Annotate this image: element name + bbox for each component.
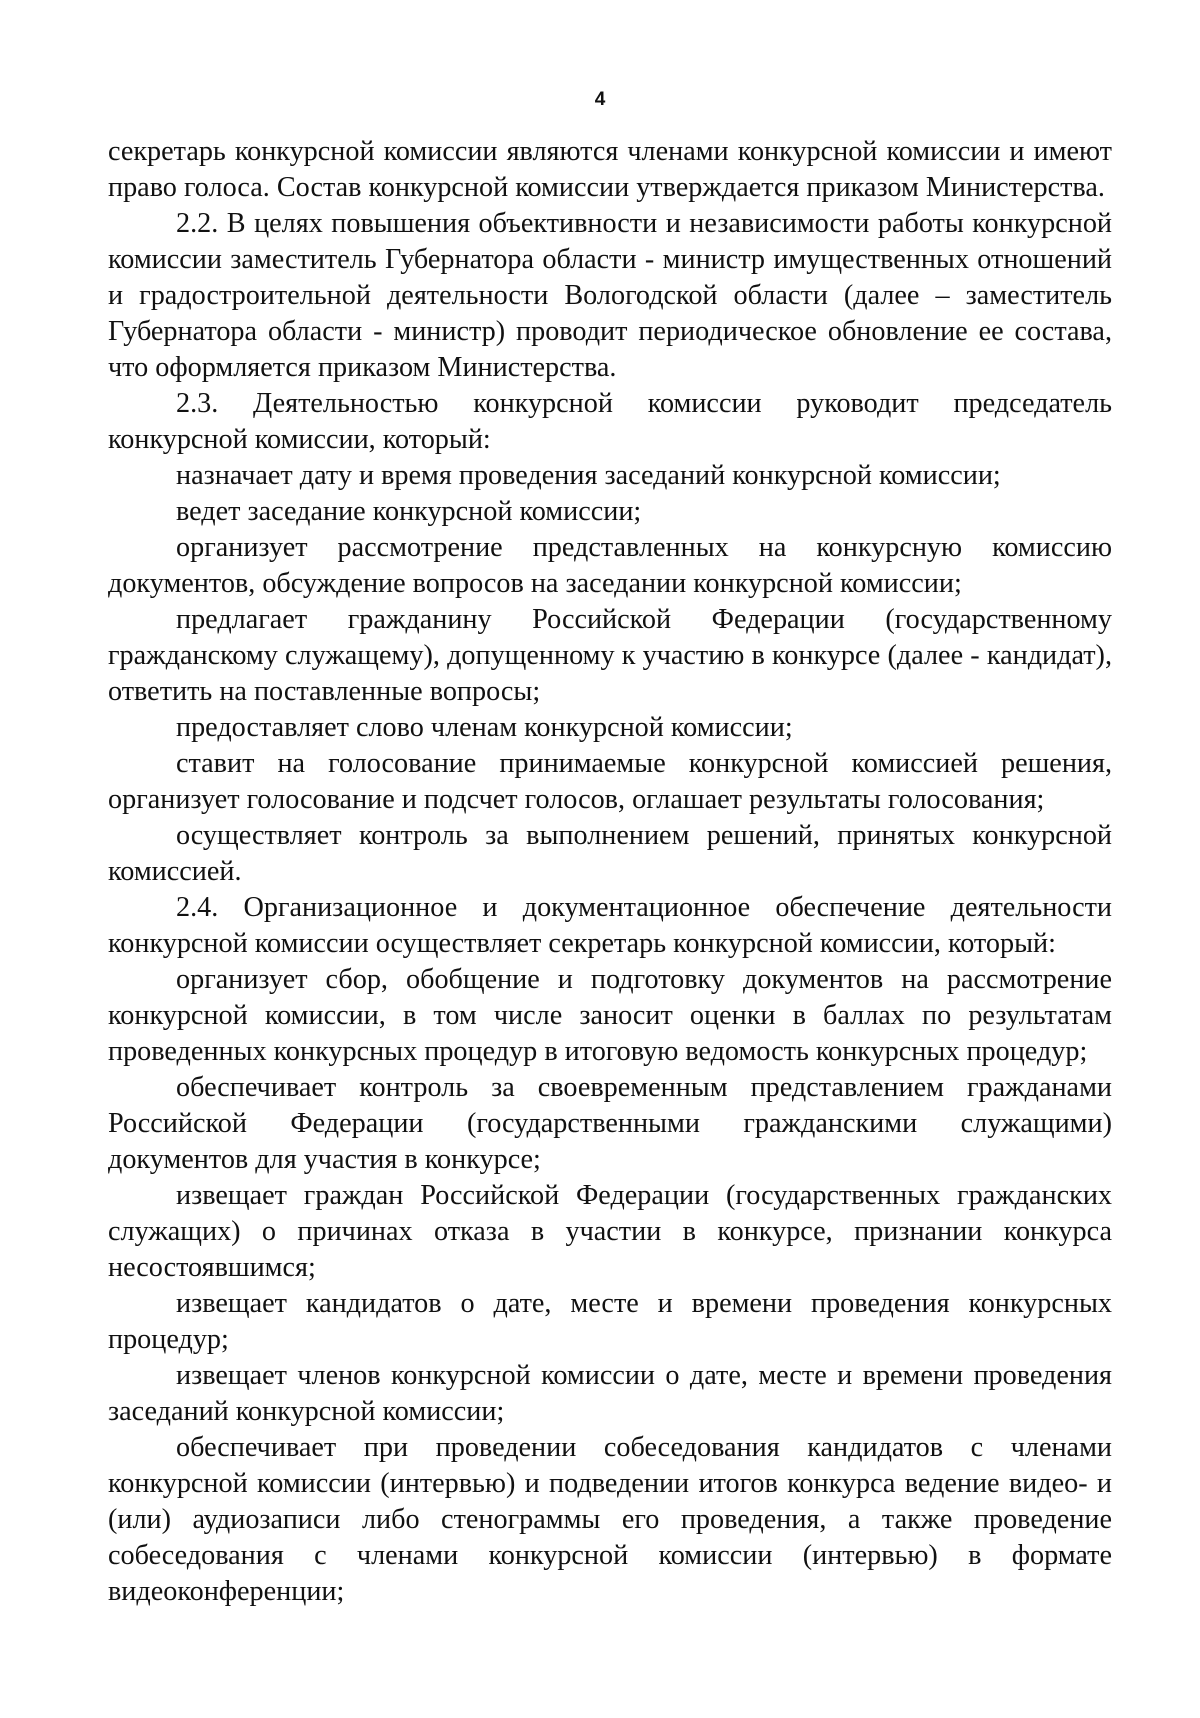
paragraph-2-4: 2.4. Организационное и документационное обеспечение деятельности конкурсной комиссии осуществляет секретарь конкурсной комиссии, который: bbox=[108, 892, 1112, 959]
secretary-duty-item: обеспечивает при проведении собеседования кандидатов с членами конкурсной комиссии (интервью) и подведении итогов конкурса ведение видео- и (или) аудиозаписи либо стенограммы его проведения, а также проведение собеседования с членами конкурсной комиссии (интервью) в формате видеоконференции; bbox=[108, 1432, 1112, 1607]
paragraph-continuation: секретарь конкурсной комиссии являются членами конкурсной комиссии и имеют право голоса. Состав конкурсной комиссии утверждается приказом Министерства. bbox=[108, 136, 1112, 203]
secretary-duty-item: извещает граждан Российской Федерации (государственных гражданских служащих) о причинах отказа в участии в конкурсе, признании конкурса несостоявшимся; bbox=[108, 1180, 1112, 1283]
secretary-duty-item: извещает членов конкурсной комиссии о дате, месте и времени проведения заседаний конкурсной комиссии; bbox=[108, 1360, 1112, 1427]
document-body bbox=[108, 134, 1112, 1610]
chair-duty-item: организует рассмотрение представленных на конкурсную комиссию документов, обсуждение вопросов на заседании конкурсной комиссии; bbox=[108, 532, 1112, 599]
paragraph-2-2: 2.2. В целях повышения объективности и независимости работы конкурсной комиссии заместитель Губернатора области - министр имущественных отношений и градостроительной деятельности Вологодской области (далее – заместитель Губернатора области - министр) проводит периодическое обновление ее состава, что оформляется приказом Министерства. bbox=[108, 208, 1112, 383]
paragraph-2-3: 2.3. Деятельностью конкурсной комиссии руководит председатель конкурсной комиссии, который: bbox=[108, 388, 1112, 455]
chair-duty-item: ставит на голосование принимаемые конкурсной комиссией решения, организует голосование и подсчет голосов, оглашает результаты голосования; bbox=[108, 748, 1112, 815]
chair-duty-item: ведет заседание конкурсной комиссии; bbox=[176, 496, 642, 527]
page-number: 4 bbox=[594, 89, 606, 110]
chair-duty-item: осуществляет контроль за выполнением решений, принятых конкурсной комиссией. bbox=[108, 820, 1112, 887]
chair-duty-item: назначает дату и время проведения заседаний конкурсной комиссии; bbox=[176, 460, 1001, 491]
chair-duty-item: предлагает гражданину Российской Федерации (государственному гражданскому служащему), допущенному к участию в конкурсе (далее - кандидат), ответить на поставленные вопросы; bbox=[108, 604, 1112, 707]
chair-duty-item: предоставляет слово членам конкурсной комиссии; bbox=[176, 712, 793, 743]
secretary-duty-item: обеспечивает контроль за своевременным представлением гражданами Российской Федерации (государственными гражданскими служащими) документов для участия в конкурсе; bbox=[108, 1072, 1112, 1175]
secretary-duty-item: организует сбор, обобщение и подготовку документов на рассмотрение конкурсной комиссии, в том числе заносит оценки в баллах по результатам проведенных конкурсных процедур в итоговую ведомость конкурсных процедур; bbox=[108, 964, 1112, 1067]
secretary-duty-item: извещает кандидатов о дате, месте и времени проведения конкурсных процедур; bbox=[108, 1288, 1112, 1355]
